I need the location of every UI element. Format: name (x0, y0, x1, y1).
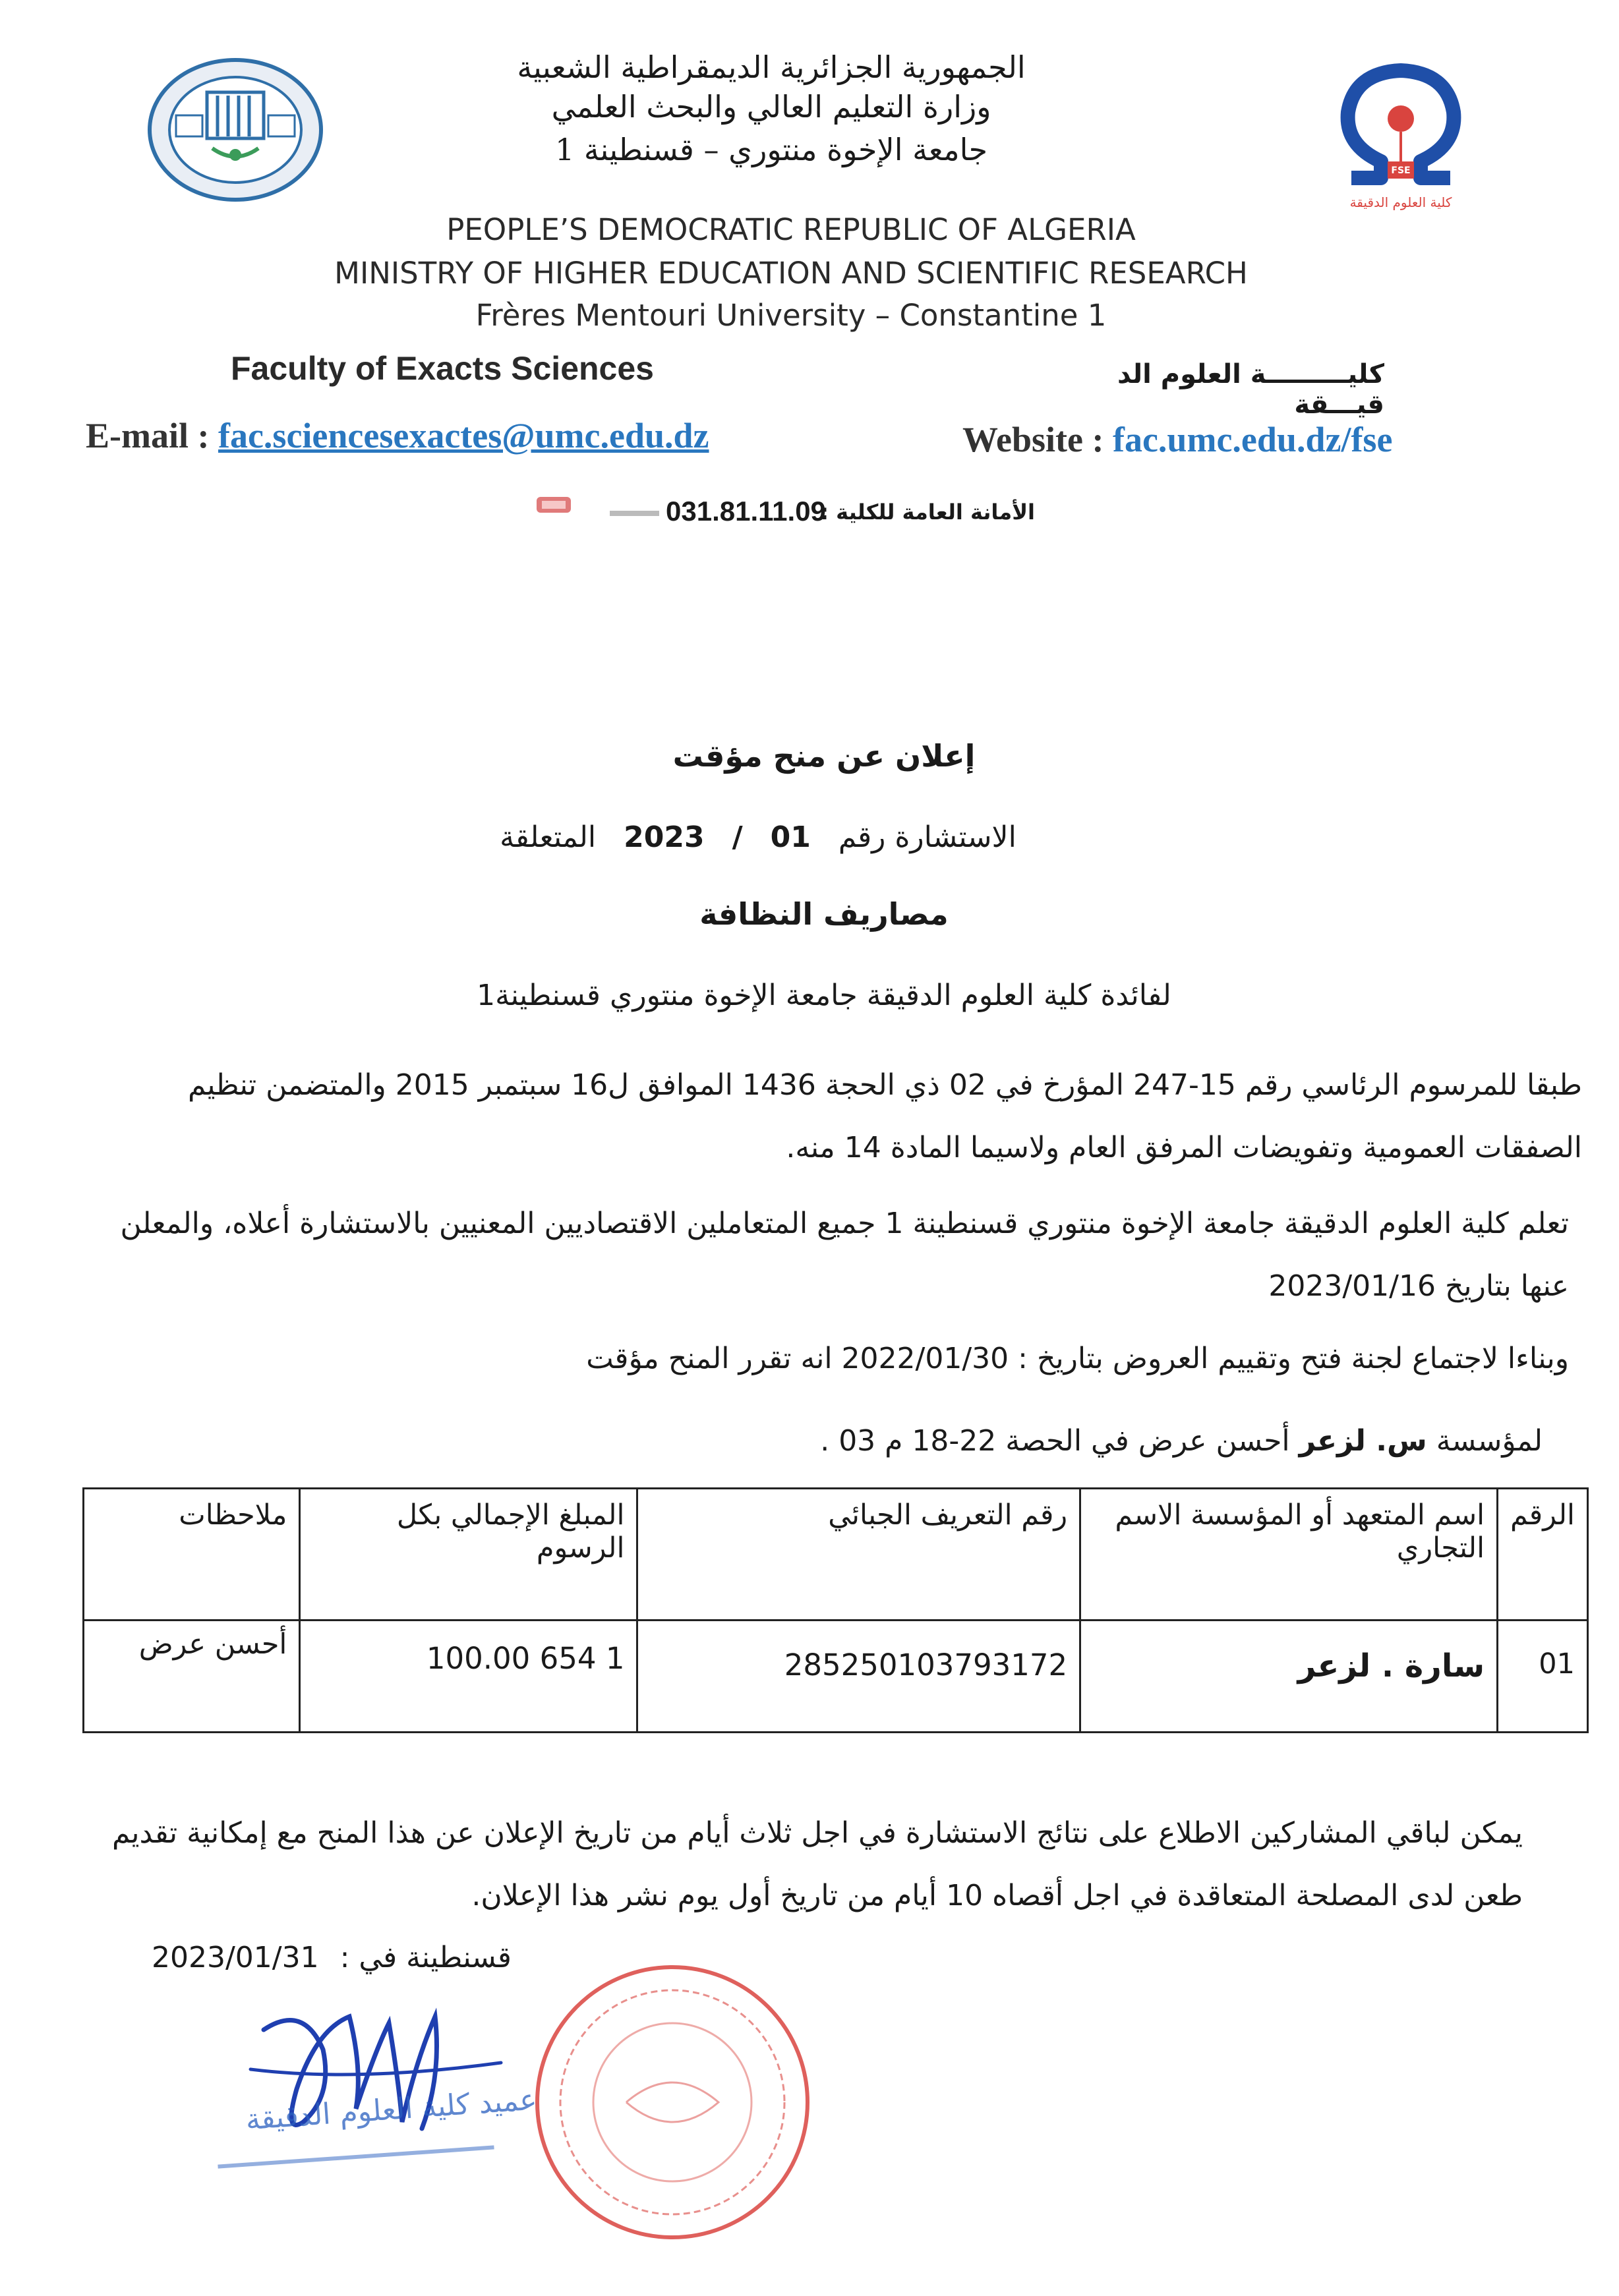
paragraph-2-line-2: عنها بتاريخ 2023/01/16 (1268, 1269, 1569, 1303)
fse-logo-text: FSE (1391, 165, 1411, 176)
header-english-line-2: MINISTRY OF HIGHER EDUCATION AND SCIENTIFIC RESEARCH (334, 256, 1248, 291)
university-seal-logo (146, 56, 324, 204)
email-link[interactable]: fac.sciencesexactes@umc.edu.dz (218, 416, 709, 455)
consultation-number: 01 (770, 820, 811, 854)
paragraph-3: وبناءا لاجتماع لجنة فتح وتقييم العروض بتاريخ : 2022/01/30 انه تقرر المنح مؤقت (586, 1342, 1569, 1375)
consultation-prefix: الاستشارة رقم (838, 820, 1016, 854)
paragraph-4-company: س. لزعر (1299, 1424, 1427, 1458)
paragraph-1-line-1: طبقا للمرسوم الرئاسي رقم 15-247 المؤرخ في 02 ذي الحجة 1436 الموافق ل16 سبتمبر 2015 والمتضمن تنظيم (187, 1068, 1582, 1102)
table-cell-bidder: سارة . لزعر (1080, 1621, 1498, 1733)
announcement-beneficiary: لفائدة كلية العلوم الدقيقة جامعة الإخوة منتوري قسنطينة1 (477, 979, 1171, 1012)
closing-line-2: طعن لدى المصلحة المتعاقدة في اجل أقصاه 10 أيام من تاريخ أول يوم نشر هذا الإعلان. (471, 1879, 1523, 1912)
header-arabic-line-2: وزارة التعليم العالي والبحث العلمي (551, 89, 991, 125)
consultation-line (461, 820, 1055, 854)
table-header-number: الرقم (1498, 1489, 1588, 1621)
phone-label: الأمانة العامة للكلية : (820, 500, 1035, 525)
header-arabic-line-1: الجمهورية الجزائرية الديمقراطية الشعبية (517, 49, 1026, 85)
table-header-amount: المبلغ الإجمالي بكل الرسوم (300, 1489, 637, 1621)
table-header-row (84, 1489, 1588, 1621)
table-cell-tax-id: 285250103793172 (637, 1621, 1080, 1733)
table-header-bidder: اسم المتعهد أو المؤسسة الاسم التجاري (1080, 1489, 1498, 1621)
date-value: 2023/01/31 (152, 1941, 319, 1974)
table-header-notes: ملاحظات (84, 1489, 300, 1621)
paragraph-4 (725, 1410, 1543, 1472)
paragraph-4-prefix: لمؤسسة (1436, 1424, 1543, 1458)
consultation-year: 2023 (624, 820, 705, 854)
phone-number: 031.81.11.09 (666, 496, 826, 527)
table-cell-number: 01 (1498, 1621, 1588, 1733)
header-english-line-1: PEOPLE’S DEMOCRATIC REPUBLIC OF ALGERIA (446, 212, 1136, 247)
faculty-name-en: Faculty of Exacts Sciences (231, 350, 654, 387)
signature-stamp-text: عميد كلية العلوم الدقيقة (244, 2082, 539, 2137)
fse-logo-caption: كلية العلوم الدقيقة (1349, 194, 1452, 210)
table-row (84, 1621, 1588, 1733)
website-row (962, 419, 1392, 460)
header-arabic-line-3: جامعة الإخوة منتوري – قسنطينة 1 (554, 132, 988, 167)
results-table (82, 1487, 1589, 1733)
table-header-tax-id: رقم التعريف الجبائي (637, 1489, 1080, 1621)
consultation-sep: / (732, 820, 743, 854)
place-date-row (152, 1941, 512, 1974)
announcement-subject: مصاريف النظافة (699, 896, 949, 932)
paragraph-2-line-1: تعلم كلية العلوم الدقيقة جامعة الإخوة منتوري قسنطينة 1 جميع المتعاملين الاقتصاديين المعنيين بالاستشارة أعلاه، والمعلن (120, 1207, 1569, 1240)
email-label: E-mail : (86, 416, 210, 455)
announcement-title: إعلان عن منح مؤقت (672, 738, 976, 774)
paragraph-4-rest: أحسن عرض في الحصة 22-18 م 03 . (820, 1424, 1290, 1458)
paragraph-1-line-2: الصفقات العمومية وتفويضات المرفق العام ولاسيما المادة 14 منه. (786, 1131, 1582, 1164)
fse-logo (1325, 63, 1477, 221)
header-english-line-3: Frères Mentouri University – Constantine 1 (475, 298, 1107, 333)
email-row (86, 415, 709, 456)
place-date-label: قسنطينة في : (339, 1941, 512, 1974)
table-cell-notes: أحسن عرض (84, 1621, 300, 1733)
website-link[interactable]: fac.umc.edu.dz/fse (1112, 420, 1393, 459)
stamp-underline (218, 2145, 494, 2168)
phone-icon (534, 493, 574, 515)
official-stamp (527, 1957, 817, 2247)
faculty-name-ar: كليـــــــــة العلوم الد قيـــقة (1117, 359, 1384, 420)
website-label: Website : (962, 420, 1104, 459)
closing-line-1: يمكن لباقي المشاركين الاطلاع على نتائج الاستشارة في اجل ثلاث أيام من تاريخ الإعلان عن هذا المنح مع إمكانية تقديم (111, 1816, 1523, 1850)
fax-icon (610, 511, 659, 516)
consultation-suffix: المتعلقة (500, 820, 597, 854)
table-cell-amount: 1 654 100.00 (300, 1621, 637, 1733)
